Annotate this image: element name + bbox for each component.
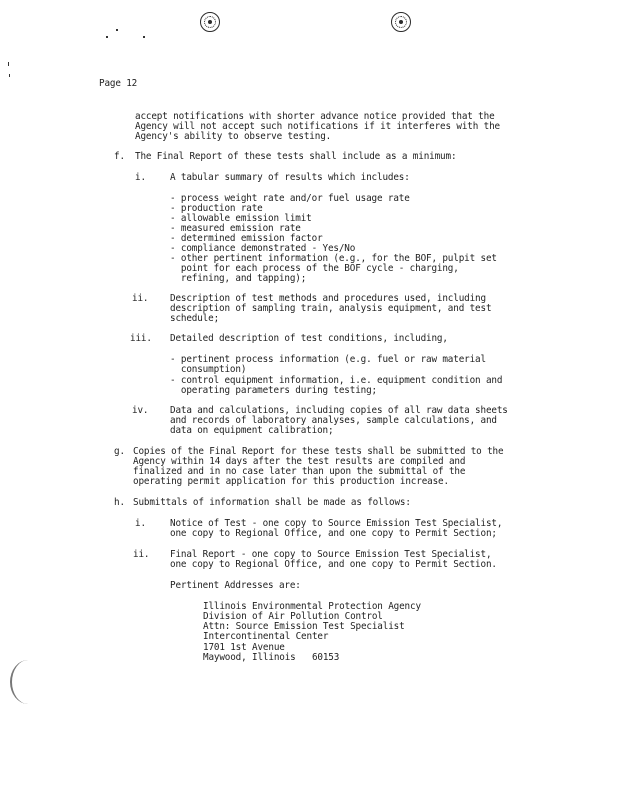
bullet-line: - determined emission factor	[170, 233, 323, 244]
address-line: Attn: Source Emission Test Specialist	[203, 621, 405, 632]
item-h-i-line: Notice of Test - one copy to Source Emission Test Specialist,	[170, 518, 503, 529]
item-g-line: operating permit application for this production increase.	[133, 476, 449, 487]
bullet-line: - measured emission rate	[170, 223, 301, 234]
item-h-ii-line: one copy to Regional Office, and one copy to Permit Section.	[170, 559, 497, 570]
item-f-ii-line: Description of test methods and procedures used, including	[170, 293, 486, 304]
punch-hole-shadow	[10, 660, 46, 704]
item-f-ii-line: description of sampling train, analysis equipment, and test	[170, 303, 492, 314]
item-g-line: Copies of the Final Report for these tests shall be submitted to the	[133, 446, 504, 457]
item-f-ii-line: schedule;	[170, 313, 220, 324]
item-g-line: finalized and in no case later than upon the submittal of the	[133, 466, 466, 477]
item-f-i-marker: i.	[135, 172, 146, 183]
seal-mark-right	[391, 12, 411, 32]
scan-speck	[8, 62, 9, 66]
bullet-line: - allowable emission limit	[170, 213, 312, 224]
scan-speck	[143, 36, 145, 38]
bullet-line: point for each process of the BOF cycle - charging,	[170, 263, 459, 274]
intro-line: Agency's ability to observe testing.	[135, 131, 332, 142]
item-g-marker: g.	[114, 446, 125, 457]
page-header: Page 12	[99, 78, 138, 89]
item-h-ii-line: Final Report - one copy to Source Emission Test Specialist,	[170, 549, 492, 560]
address-line: Illinois Environmental Protection Agency	[203, 601, 421, 612]
item-h-i-marker: i.	[135, 518, 146, 529]
item-f-iii-text: Detailed description of test conditions, including,	[170, 333, 448, 344]
item-f-i-text: A tabular summary of results which includes:	[170, 172, 410, 183]
bullet-line: - production rate	[170, 203, 263, 214]
item-f-text: The Final Report of these tests shall include as a minimum:	[135, 151, 457, 162]
intro-line: accept notifications with shorter advance notice provided that the	[135, 111, 495, 122]
bullet-line: - control equipment information, i.e. equipment condition and	[170, 375, 503, 386]
address-line: Division of Air Pollution Control	[203, 611, 383, 622]
item-f-iii-marker: iii.	[130, 333, 152, 344]
address-line: Maywood, Illinois 60153	[203, 652, 340, 663]
scan-speck	[9, 74, 10, 77]
item-f-iv-line: data on equipment calibration;	[170, 425, 334, 436]
item-h-ii-marker: ii.	[133, 549, 150, 560]
item-f-ii-marker: ii.	[132, 293, 149, 304]
item-f-marker: f.	[114, 151, 125, 162]
item-h-text: Submittals of information shall be made as follows:	[133, 497, 411, 508]
addresses-label: Pertinent Addresses are:	[170, 580, 301, 591]
address-line: 1701 1st Avenue	[203, 642, 285, 653]
seal-mark-left	[200, 12, 220, 32]
scan-speck	[106, 36, 108, 38]
address-line: Intercontinental Center	[203, 631, 329, 642]
bullet-line: operating parameters during testing;	[170, 385, 377, 396]
bullet-line: - compliance demonstrated - Yes/No	[170, 243, 356, 254]
scan-speck	[116, 29, 118, 31]
intro-line: Agency will not accept such notifications if it interferes with the	[135, 121, 500, 132]
bullet-line: refining, and tapping);	[170, 273, 307, 284]
item-h-i-line: one copy to Regional Office, and one copy to Permit Section;	[170, 528, 497, 539]
item-f-iv-marker: iv.	[132, 405, 149, 416]
bullet-line: - other pertinent information (e.g., for the BOF, pulpit set	[170, 253, 497, 264]
item-g-line: Agency within 14 days after the test results are compiled and	[133, 456, 466, 467]
bullet-line: - process weight rate and/or fuel usage rate	[170, 193, 410, 204]
bullet-line: - pertinent process information (e.g. fuel or raw material	[170, 354, 486, 365]
item-f-iv-line: and records of laboratory analyses, sample calculations, and	[170, 415, 497, 426]
item-h-marker: h.	[114, 497, 125, 508]
item-f-iv-line: Data and calculations, including copies of all raw data sheets	[170, 405, 508, 416]
bullet-line: consumption)	[170, 364, 247, 375]
